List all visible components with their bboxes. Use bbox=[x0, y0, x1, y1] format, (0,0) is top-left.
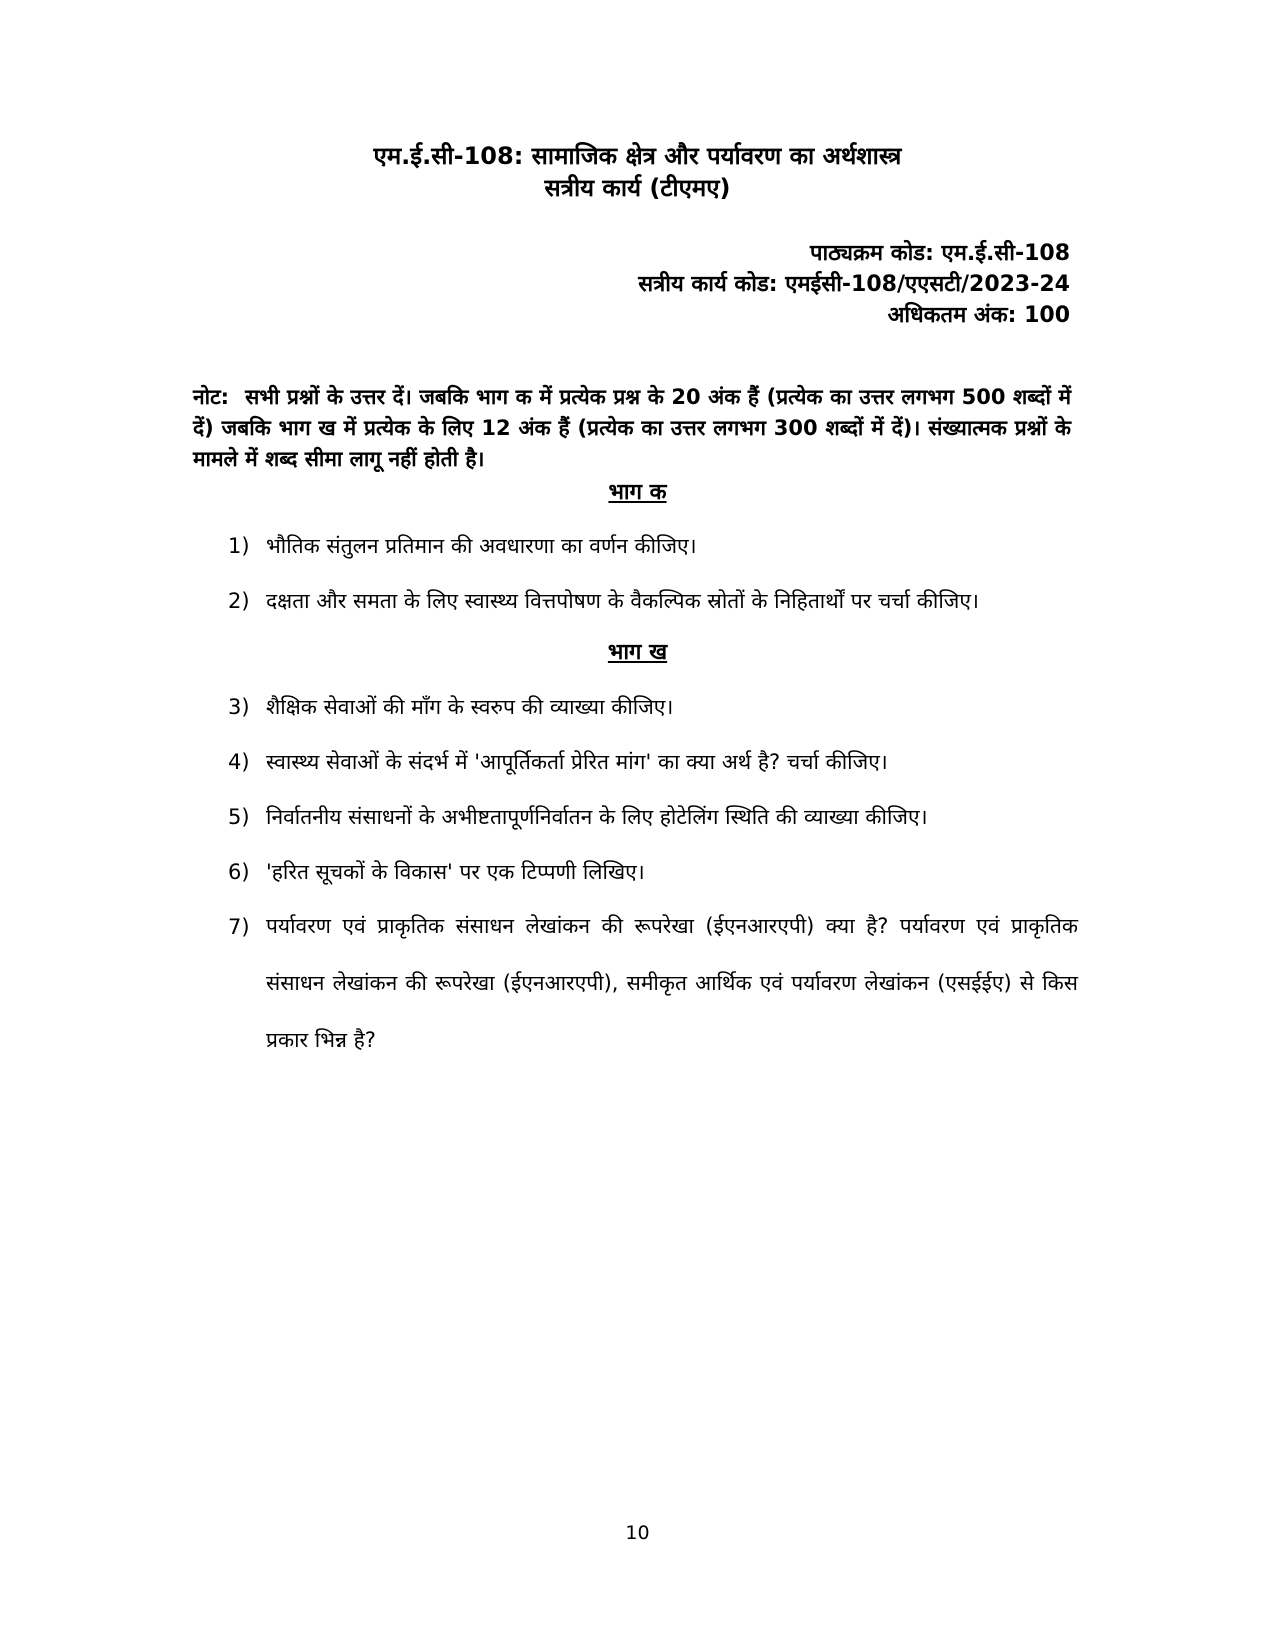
question-text: निर्वातनीय संसाधनों के अभीष्टतापूर्णनिर्वातन के लिए होटेलिंग स्थिति की व्याख्या कीजिए। bbox=[266, 805, 928, 829]
page-number: 10 bbox=[625, 1522, 650, 1544]
question-text: 'हरित सूचकों के विकास' पर एक टिप्पणी लिखिए। bbox=[266, 860, 645, 884]
note-label: नोट: bbox=[193, 385, 230, 409]
question-text: शैक्षिक सेवाओं की माँग के स्वरुप की व्याख्या कीजिए। bbox=[266, 695, 674, 719]
max-marks: अधिकतम अंक: 100 bbox=[887, 303, 1070, 328]
question-text: पर्यावरण एवं प्राकृतिक संसाधन लेखांकन की रूपरेखा (ईएनआरएपी) क्या है? पर्यावरण एवं प्राकृतिक संसाधन लेखांकन की रूपरेखा (ईएनआरएपी), समीकृत आर्थिक एवं पर्यावरण लेखांकन (एसईईए) से किस प्रकार भिन्न है? bbox=[266, 914, 1078, 1052]
question-item bbox=[228, 857, 1078, 887]
question-number: 3) bbox=[228, 695, 250, 719]
question-text: भौतिक संतुलन प्रतिमान की अवधारणा का वर्णन कीजिए। bbox=[266, 534, 697, 558]
section-heading-part-b: भाग ख bbox=[607, 640, 668, 665]
question-number: 5) bbox=[228, 805, 250, 829]
question-number: 6) bbox=[228, 860, 250, 884]
assignment-code: सत्रीय कार्य कोड: एमईसी-108/एएसटी/2023-24 bbox=[638, 272, 1070, 297]
question-item bbox=[228, 531, 1078, 561]
question-item bbox=[228, 898, 1078, 1069]
question-item bbox=[228, 747, 1078, 777]
question-number: 4) bbox=[228, 750, 250, 774]
document-title bbox=[0, 140, 1275, 204]
title-line-1: एम.ई.सी-108: सामाजिक क्षेत्र और पर्यावरण का अर्थशास्त्र bbox=[373, 142, 902, 170]
question-item bbox=[228, 802, 1078, 832]
instructions-note bbox=[193, 382, 1071, 475]
title-line-2: सत्रीय कार्य (टीएमए) bbox=[544, 174, 731, 202]
course-code: पाठ्यक्रम कोड: एम.ई.सी-108 bbox=[809, 241, 1070, 266]
assignment-meta bbox=[560, 238, 1070, 331]
question-item bbox=[228, 692, 1078, 722]
note-text: सभी प्रश्नों के उत्तर दें। जबकि भाग क में प्रत्येक प्रश्न के 20 अंक हैं (प्रत्येक का उत्तर लगभग 500 शब्दों में दें) जबकि भाग ख में प्रत्येक के लिए 12 अंक हैं (प्रत्येक का उत्तर लगभग 300 शब्दों में दें)। संख्यात्मक प्रश्नों के मामले में शब्द सीमा लागू नहीं होती है। bbox=[193, 385, 1071, 471]
question-number: 7) bbox=[228, 915, 250, 939]
section-heading-part-a: भाग क bbox=[608, 480, 667, 505]
question-number: 1) bbox=[228, 534, 250, 558]
question-number: 2) bbox=[228, 589, 250, 613]
question-text: दक्षता और समता के लिए स्वास्थ्य वित्तपोषण के वैकल्पिक स्रोतों के निहितार्थों पर चर्चा कीजिए। bbox=[266, 589, 979, 613]
question-text: स्वास्थ्य सेवाओं के संदर्भ में 'आपूर्तिकर्ता प्रेरित मांग' का क्या अर्थ है? चर्चा कीजिए। bbox=[266, 750, 888, 774]
question-item bbox=[228, 586, 1078, 616]
